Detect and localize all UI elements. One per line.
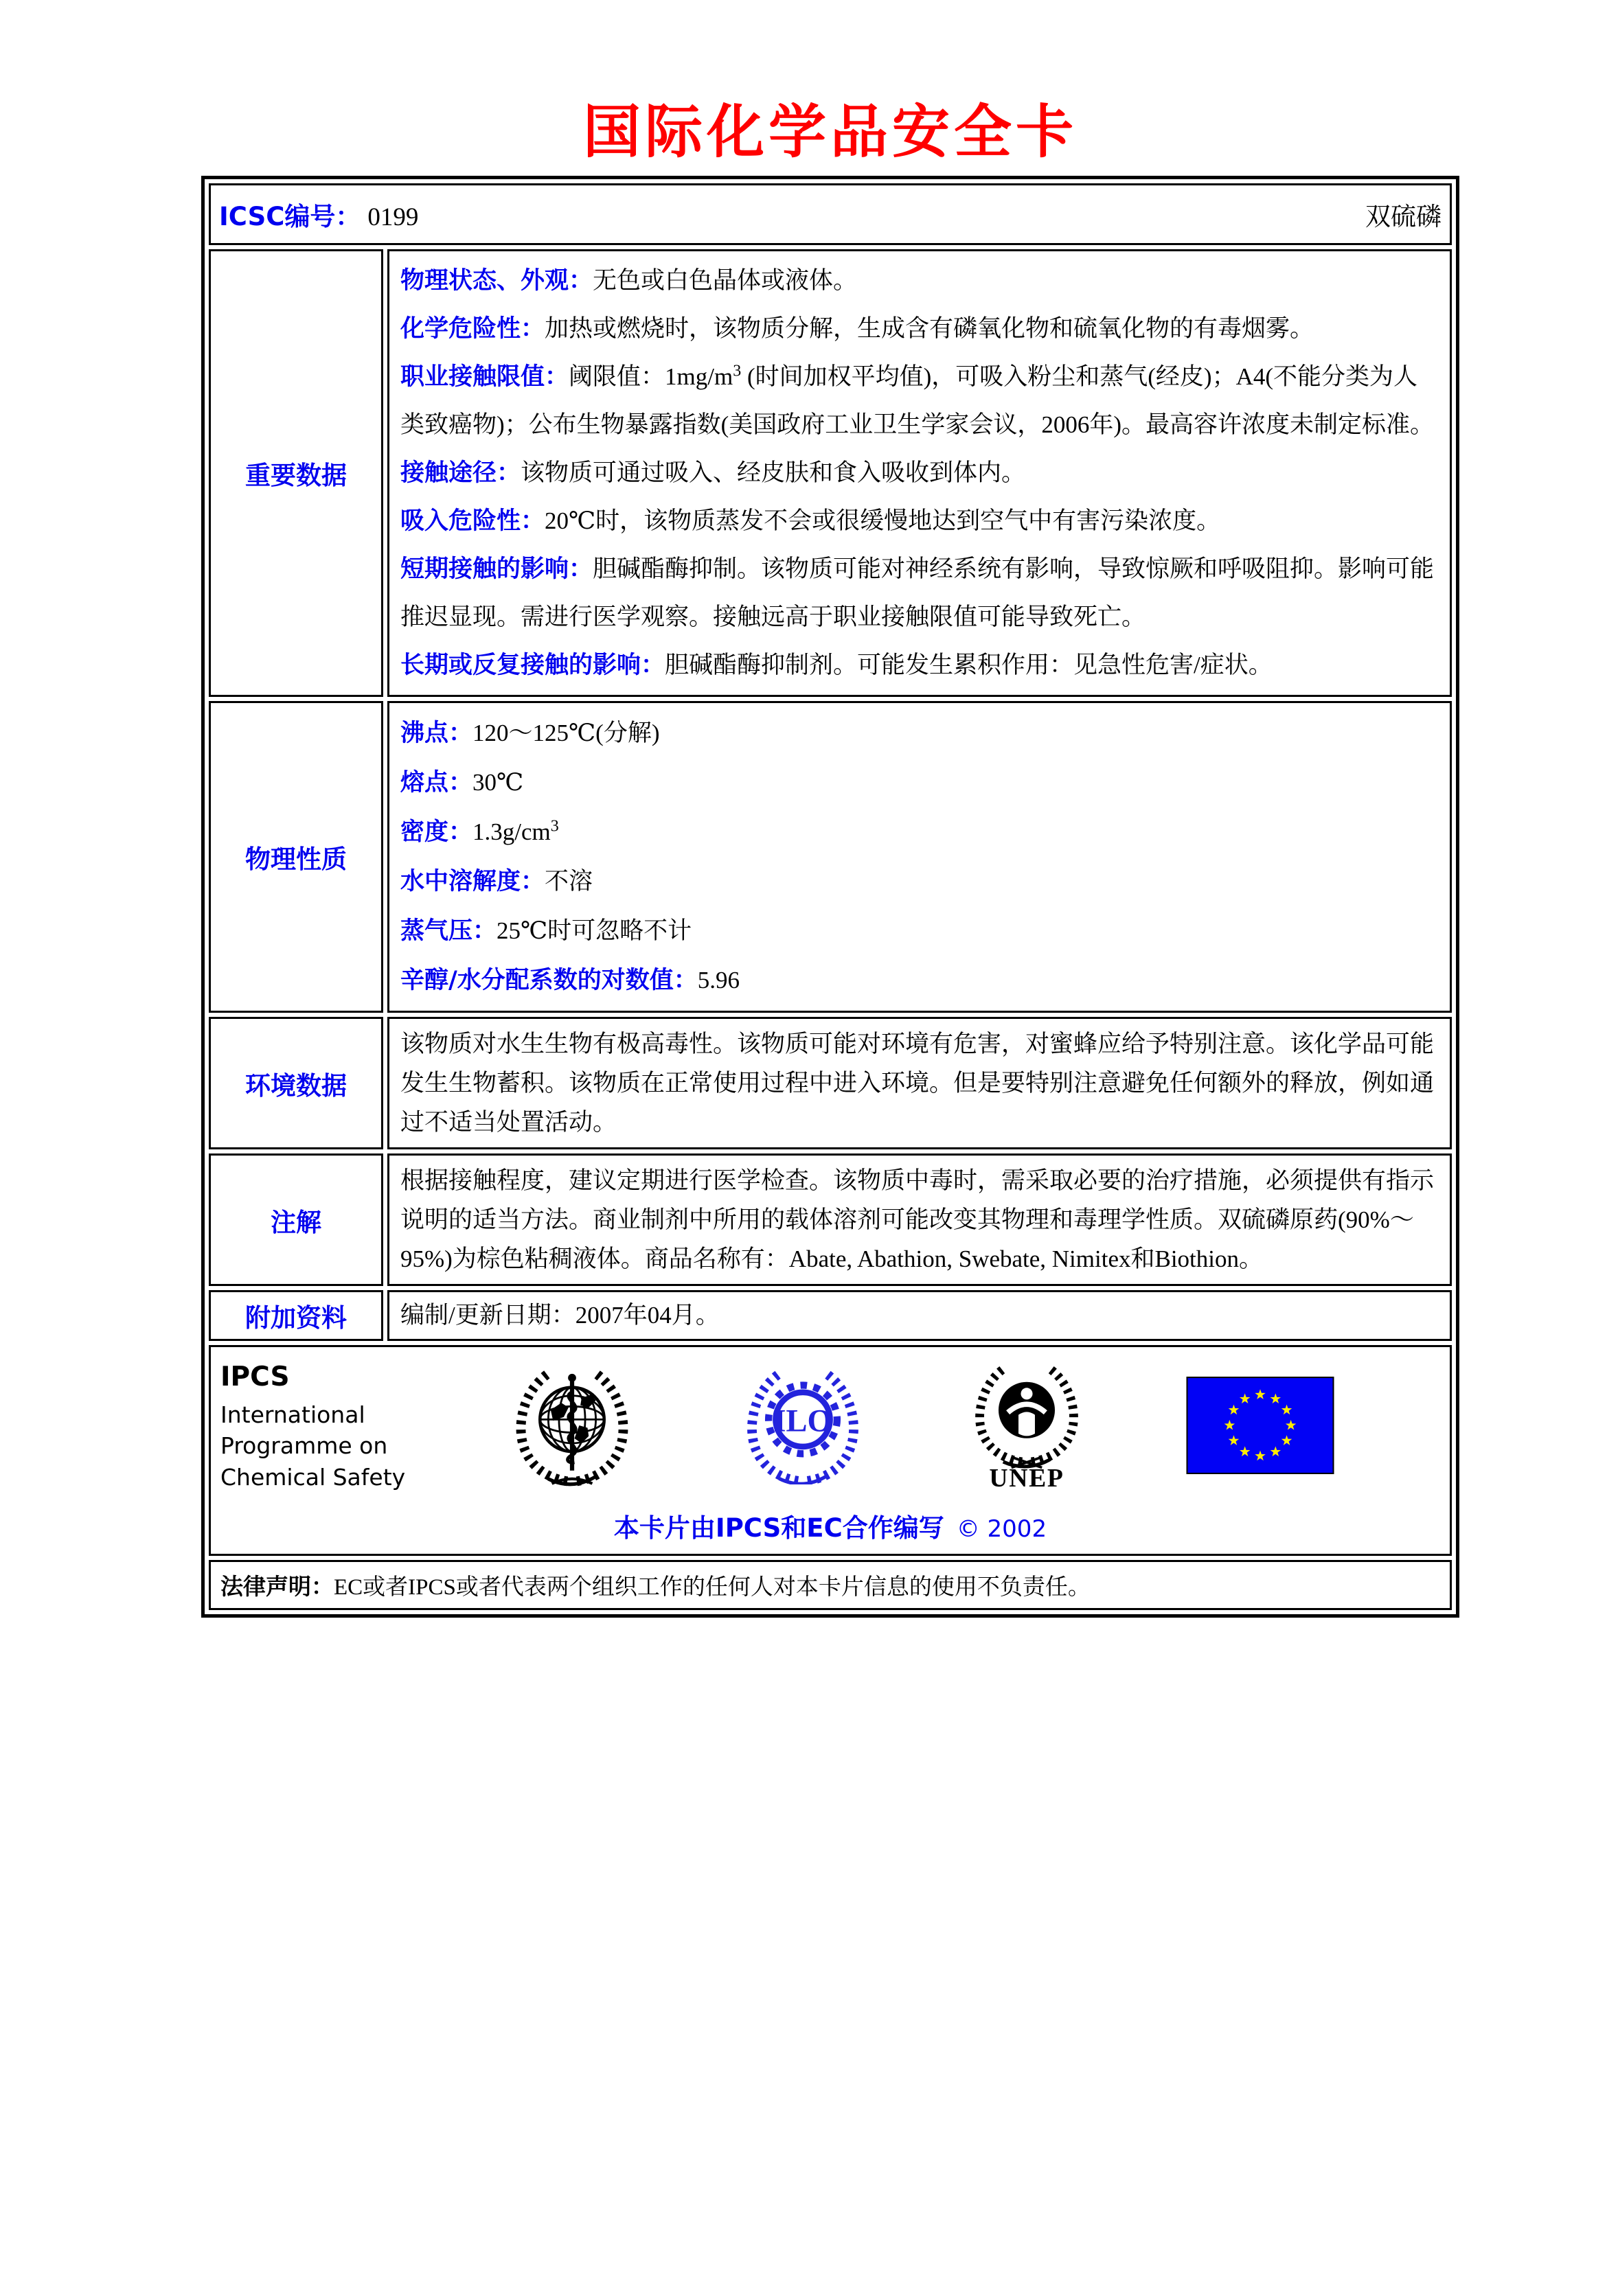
field-physical-state-appearance: 物理状态、外观：无色或白色晶体或液体。 xyxy=(400,267,858,295)
ipcs-abbr: IPCS xyxy=(220,1361,290,1392)
copyright-text: 本卡片由IPCS和EC合作编写 xyxy=(613,1513,944,1543)
important-data-content-cell xyxy=(387,249,1452,697)
additional-info-row xyxy=(209,1290,1452,1341)
prop-melting-point: 熔点：30℃ xyxy=(400,769,524,797)
logos-line xyxy=(211,1358,1450,1493)
ipcs-name-line: Programme on xyxy=(220,1432,388,1460)
header-cell xyxy=(209,183,1452,245)
legal-label: 法律声明： xyxy=(220,1573,334,1600)
important-data-row xyxy=(209,249,1452,697)
prop-boiling-point: 沸点：120～125℃(分解) xyxy=(400,720,660,748)
physical-properties-row xyxy=(209,701,1452,1013)
svg-text:ILO: ILO xyxy=(773,1403,832,1439)
prop-density: 密度：$1.3g/cm^3$ xyxy=(400,817,559,847)
additional-info-row-label: 附加资料 xyxy=(245,1303,347,1333)
field-inhalation-risk: 吸入危险性：20℃时，该物质蒸发不会或很缓慢地达到空气中有害污染浓度。 xyxy=(400,507,1221,536)
environmental-data-row-label: 环境数据 xyxy=(245,1070,347,1101)
icsc-number-label: ICSC编号： xyxy=(219,202,361,232)
header-row xyxy=(209,183,1452,245)
who-logo-icon xyxy=(506,1364,638,1491)
superscript: 3 xyxy=(550,817,559,836)
field-chemical-dangers: 化学危险性：加热或燃烧时，该物质分解，生成含有磷氧化物和硫氧化物的有毒烟雾。 xyxy=(400,315,1314,343)
ipcs-name-line: International xyxy=(220,1401,365,1428)
ipcs-text-block xyxy=(220,1362,406,1493)
prop-octanol-water-partition: 辛醇/水分配系数的对数值：5.96 xyxy=(400,967,740,995)
icsc-card xyxy=(201,176,1459,1618)
icsc-card-table xyxy=(205,179,1456,1614)
footer-row xyxy=(209,1345,1452,1556)
icsc-number-group xyxy=(219,196,418,233)
ipcs-name-line: Chemical Safety xyxy=(220,1463,406,1491)
physical-properties-row-label: 物理性质 xyxy=(245,845,347,875)
ilo-logo-icon xyxy=(738,1366,867,1488)
important-data-row-label: 重要数据 xyxy=(245,461,347,491)
legal-cell xyxy=(209,1560,1452,1610)
chemical-name: 双硫磷 xyxy=(1365,203,1442,232)
additional-info-label-cell xyxy=(209,1290,383,1341)
copyright-year: © 2002 xyxy=(956,1515,1047,1543)
environmental-data-text: 该物质对水生生物有极高毒性。该物质可能对环境有危害，对蜜蜂应给予特别注意。该化学品可能发生生物蓄积。该物质在正常使用过程中进入环境。但是要特别注意避免任何额外的释放，例如通过不适当处置活动。 xyxy=(400,1031,1435,1136)
superscript: 3 xyxy=(733,362,742,380)
prop-vapour-pressure: 蒸气压：25℃时可忽略不计 xyxy=(400,917,692,945)
copyright-line xyxy=(211,1507,1450,1544)
eu-flag-icon xyxy=(1186,1377,1334,1478)
page-title: 国际化学品安全卡 xyxy=(582,98,1078,165)
field-short-term-effects: 短期接触的影响：胆碱酯酶抑制。该物质可能对神经系统有影响，导致惊厥和呼吸阻抑。影响可能推迟显现。需进行医学观察。接触远高于职业接触限值可能导致死亡。 xyxy=(400,555,1435,631)
notes-row xyxy=(209,1153,1452,1286)
environmental-data-content-cell xyxy=(387,1017,1452,1149)
icsc-number-value: 0199 xyxy=(367,203,419,232)
field-long-term-effects: 长期或反复接触的影响：胆碱酯酶抑制剂。可能发生累积作用：见急性危害/症状。 xyxy=(400,652,1273,680)
environmental-data-label-cell xyxy=(209,1017,383,1149)
footer-cell xyxy=(209,1345,1452,1556)
update-date-text: 编制/更新日期：2007年04月。 xyxy=(400,1302,720,1329)
unep-caption: UNEP xyxy=(989,1464,1064,1491)
unep-logo-icon xyxy=(968,1361,1086,1493)
environmental-data-row xyxy=(209,1017,1452,1149)
additional-info-content-cell xyxy=(387,1290,1452,1341)
physical-properties-content-cell xyxy=(387,701,1452,1013)
notes-label-cell xyxy=(209,1153,383,1286)
field-occupational-exposure-limits: 职业接触限值：阈限值：$1mg/m^3$ (时间加权平均值)，可吸入粉尘和蒸气(经皮)；A4(不能分类为人类致癌物)；公布生物暴露指数(美国政府工业卫生学家会议，2006年)。最高容许浓度未制定标准。 xyxy=(400,362,1434,439)
legal-row xyxy=(209,1560,1452,1610)
prop-water-solubility: 水中溶解度：不溶 xyxy=(400,868,593,896)
notes-text: 根据接触程度，建议定期进行医学检查。该物质中毒时，需采取必要的治疗措施，必须提供有指示说明的适当方法。商业制剂中所用的载体溶剂可能改变其物理和毒理学性质。双硫磷原药(90%～95%)为棕色粘稠液体。商品名称有：Abate, Abathion, Swebate, Nimitex和Biothion。 xyxy=(400,1167,1435,1273)
physical-properties-label-cell xyxy=(209,701,383,1013)
legal-text: EC或者IPCS或者代表两个组织工作的任何人对本卡片信息的使用不负责任。 xyxy=(334,1575,1091,1600)
notes-content-cell xyxy=(387,1153,1452,1286)
important-data-label-cell xyxy=(209,249,383,697)
notes-row-label: 注解 xyxy=(271,1207,321,1237)
field-routes-of-exposure: 接触途径：该物质可通过吸入、经皮肤和食入吸收到体内。 xyxy=(400,459,1026,487)
